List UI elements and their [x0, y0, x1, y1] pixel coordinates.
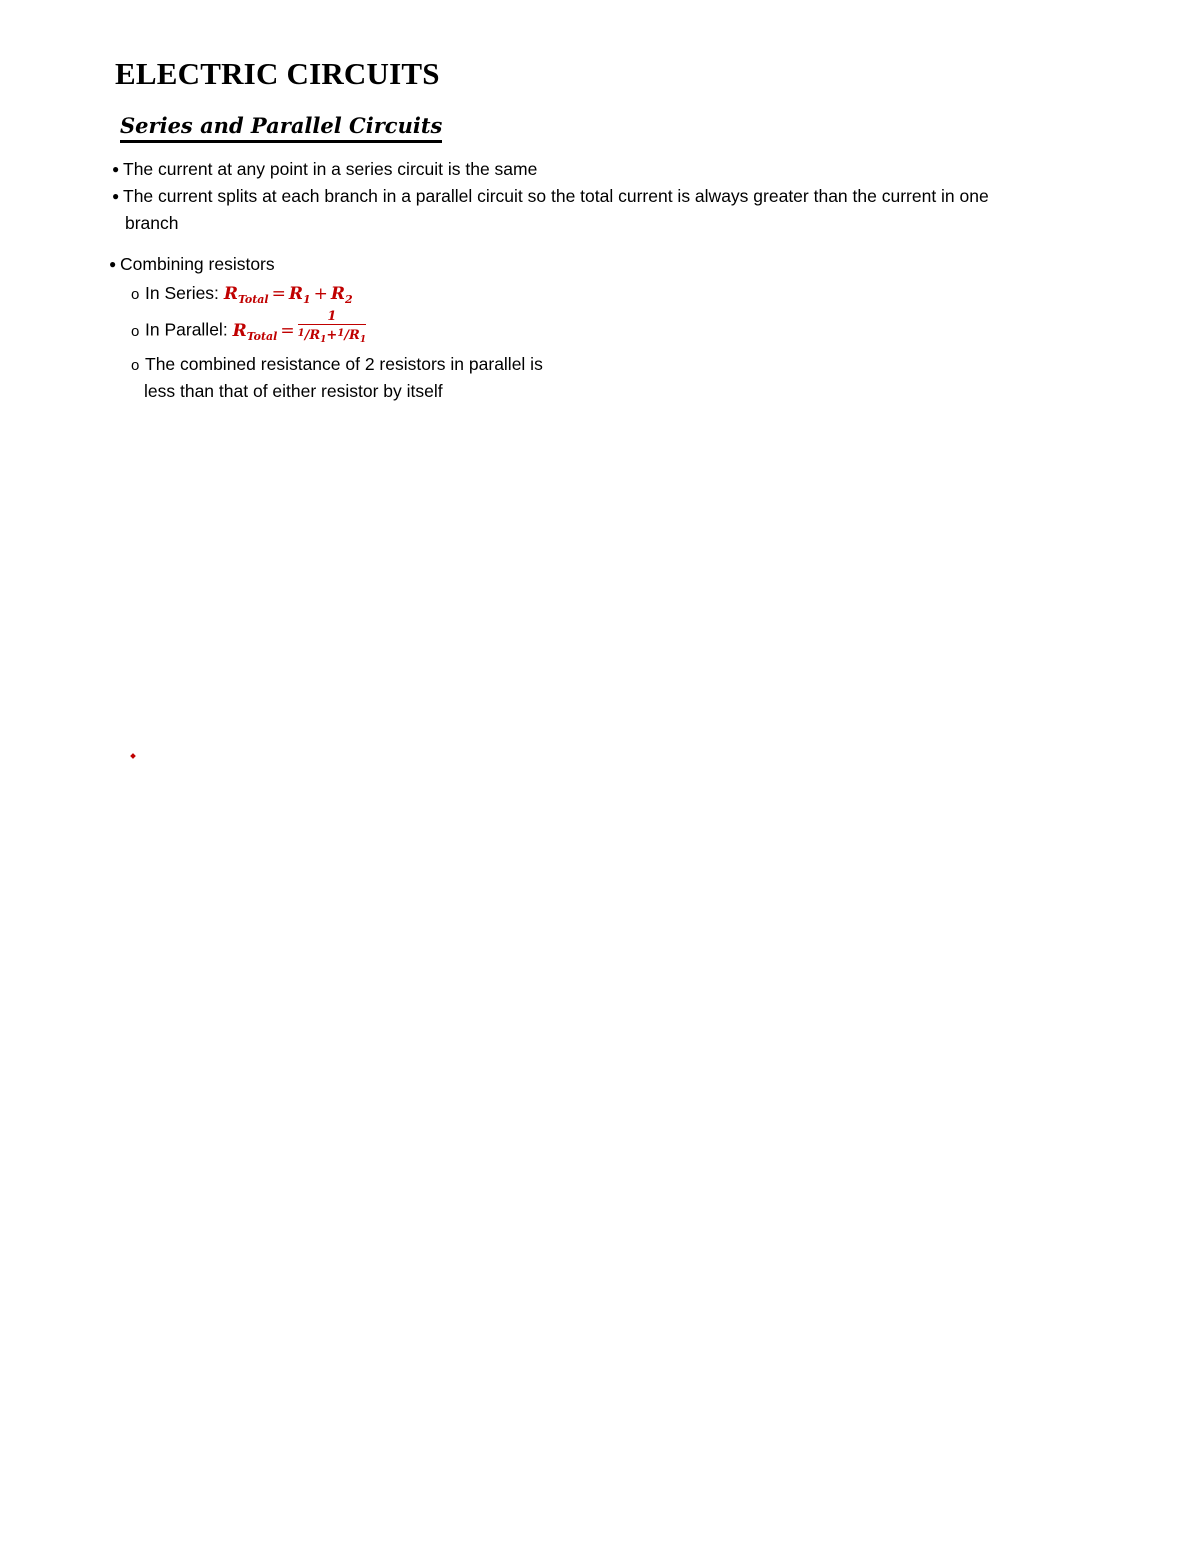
series-formula: $R_{Total} = R_1 + R_2$ [223, 284, 353, 306]
bullet-item [109, 251, 275, 278]
sub-item-label: In Parallel: [145, 319, 228, 340]
page-title: ELECTRIC CIRCUITS [115, 56, 440, 91]
sub-item-continuation: less than that of either resistor by itself [144, 381, 443, 401]
sub-item-parallel [131, 311, 366, 351]
bullet-dot-icon: ● [112, 189, 120, 203]
bullet-dot-icon: ● [109, 257, 117, 271]
bullet-text: The current splits at each branch in a parallel circuit so the total current is always greater than the current in one [123, 186, 989, 206]
sub-item-label: In Series: [145, 283, 219, 303]
bullet-text: Combining resistors [120, 254, 275, 274]
bullet-text: The current at any point in a series circuit is the same [123, 159, 538, 179]
red-mark-icon [130, 753, 136, 759]
sub-item-text: The combined resistance of 2 resistors in parallel is [145, 354, 543, 374]
parallel-formula: $R_{Total}$ = $\frac{1}{^1/R_1+^1/R_1}$ [233, 321, 367, 341]
sub-item-note [131, 351, 543, 379]
bullet-item [112, 183, 989, 210]
fraction: $\frac{1}{^1/R_1+^1/R_1}$ [297, 309, 367, 345]
circle-bullet-icon: o [131, 357, 140, 374]
circle-bullet-icon: o [131, 322, 140, 340]
section-heading: Series and Parallel Circuits [120, 112, 442, 143]
circle-bullet-icon: o [131, 286, 140, 303]
bullet-dot-icon: ● [112, 162, 120, 176]
bullet-item [112, 156, 537, 183]
bullet-continuation: branch [125, 213, 179, 233]
